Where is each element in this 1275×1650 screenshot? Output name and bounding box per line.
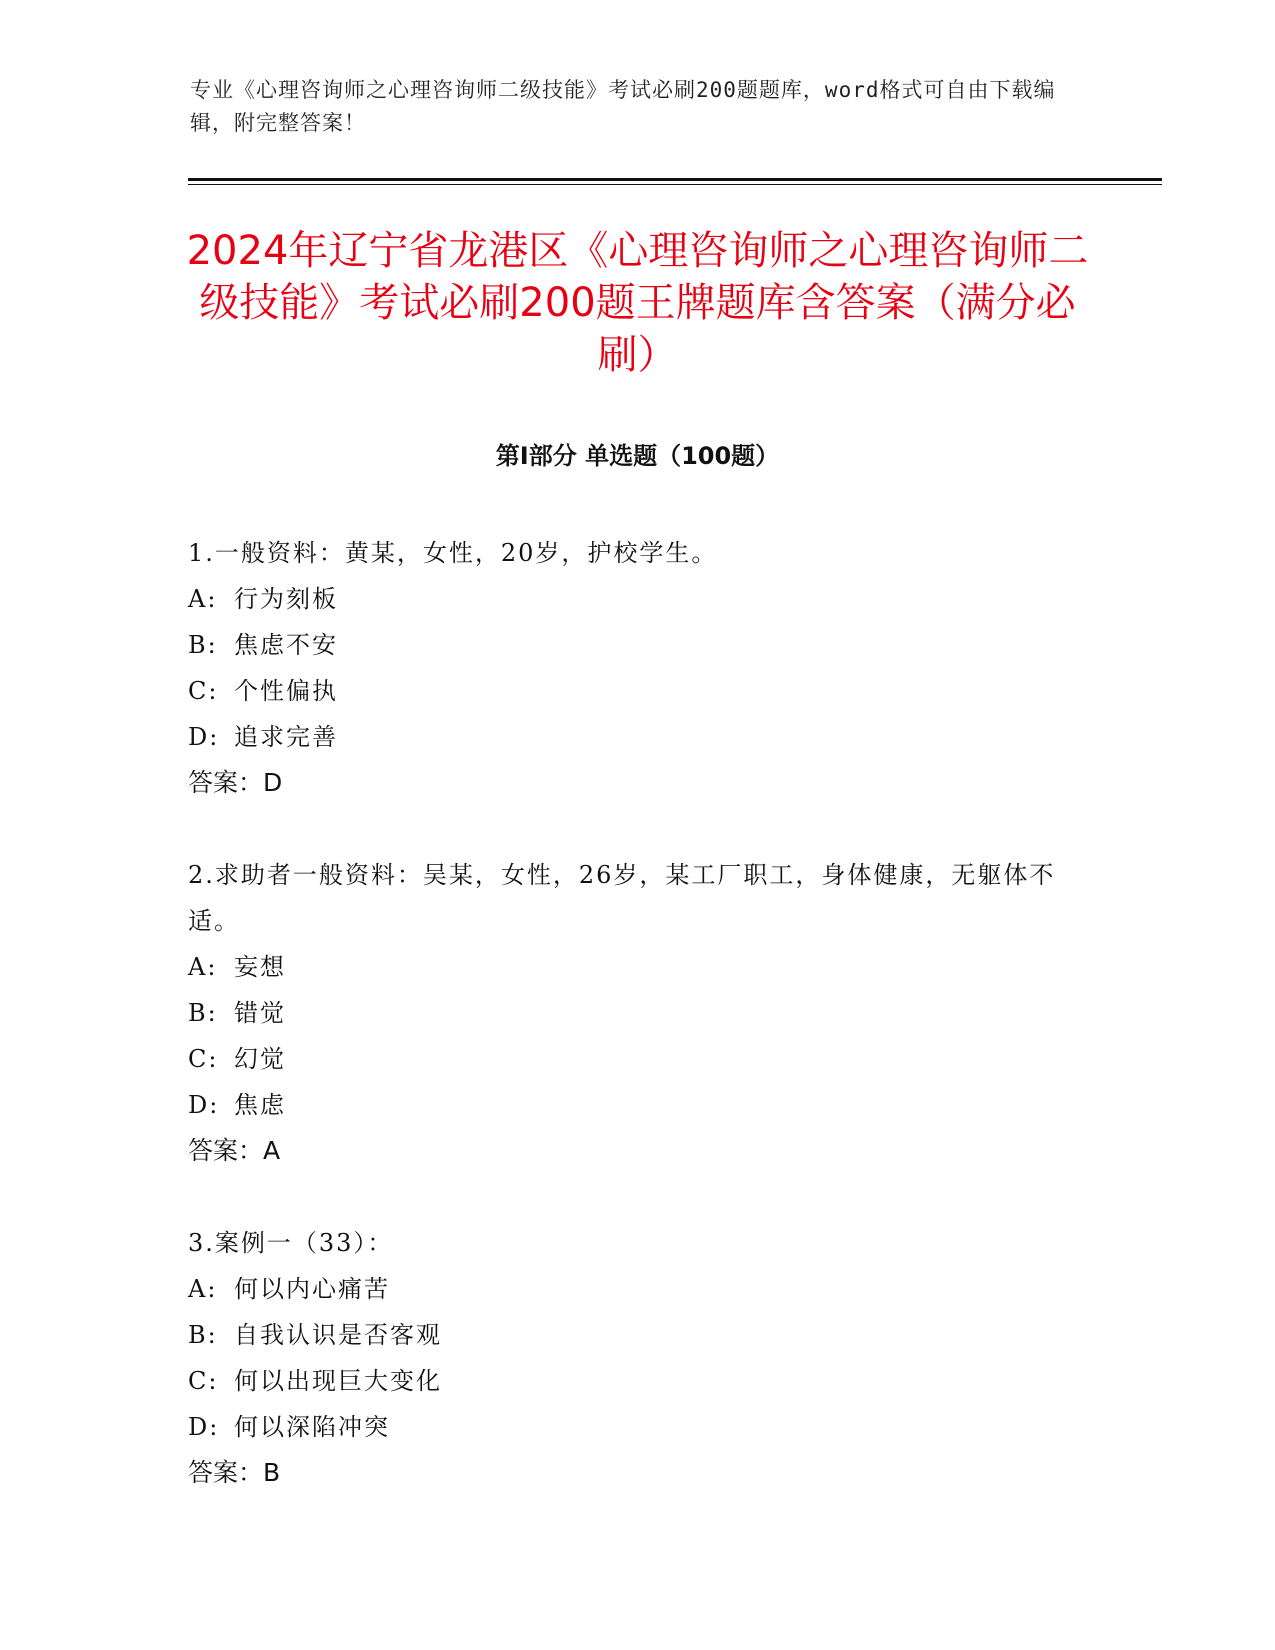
option-text: 何以内心痛苦	[234, 1275, 390, 1303]
question-option	[188, 1036, 1068, 1082]
option-text: 焦虑	[234, 1091, 286, 1119]
question-stem: 3.案例一（33）：	[188, 1229, 394, 1257]
question-item	[188, 530, 1068, 806]
option-key: C:	[188, 1045, 219, 1073]
question-option	[188, 944, 1068, 990]
option-key: B:	[188, 631, 218, 659]
question-stem: 1.一般资料：黄某，女性，20岁，护校学生。	[188, 539, 718, 567]
option-text: 妄想	[234, 953, 286, 981]
question-option	[188, 622, 1068, 668]
option-text: 何以出现巨大变化	[234, 1367, 442, 1395]
question-option	[188, 1082, 1068, 1128]
option-text: 个性偏执	[234, 677, 338, 705]
header-divider-thin	[188, 184, 1162, 185]
header-divider-thick	[188, 178, 1162, 181]
question-spacer	[188, 806, 1068, 852]
option-text: 行为刻板	[234, 585, 338, 613]
option-key: D:	[188, 723, 220, 751]
question-answer: 答案：B	[188, 1458, 281, 1487]
option-text: 错觉	[234, 999, 286, 1027]
question-spacer	[188, 1174, 1068, 1220]
header-note: 专业《心理咨询师之心理咨询师二级技能》考试必刷200题题库，word格式可自由下载编辑，附完整答案！	[190, 78, 1056, 135]
question-item	[188, 1220, 1068, 1496]
option-text: 焦虑不安	[234, 631, 338, 659]
option-key: C:	[188, 1367, 219, 1395]
option-key: D:	[188, 1091, 220, 1119]
question-option	[188, 714, 1068, 760]
option-key: B:	[188, 999, 218, 1027]
question-stem: 2.求助者一般资料：吴某，女性，26岁，某工厂职工，身体健康，无躯体不适。	[188, 861, 1056, 935]
option-text: 自我认识是否客观	[234, 1321, 442, 1349]
option-text: 幻觉	[234, 1045, 286, 1073]
section-title: 第Ⅰ部分 单选题（100题）	[495, 442, 780, 470]
question-option	[188, 1358, 1068, 1404]
question-answer: 答案：D	[188, 768, 283, 797]
question-option	[188, 990, 1068, 1036]
question-option	[188, 1404, 1068, 1450]
option-key: B:	[188, 1321, 218, 1349]
question-option	[188, 576, 1068, 622]
option-key: A:	[188, 585, 218, 613]
option-key: D:	[188, 1413, 220, 1441]
document-title: 2024年辽宁省龙港区《心理咨询师之心理咨询师二级技能》考试必刷200题王牌题库含答案（满分必刷）	[186, 228, 1089, 378]
question-option	[188, 1312, 1068, 1358]
option-text: 追求完善	[234, 723, 338, 751]
option-key: C:	[188, 677, 219, 705]
question-option	[188, 668, 1068, 714]
option-key: A:	[188, 953, 218, 981]
option-text: 何以深陷冲突	[234, 1413, 390, 1441]
question-list	[188, 530, 1068, 1496]
question-answer: 答案：A	[188, 1136, 281, 1165]
question-item	[188, 852, 1068, 1174]
question-option	[188, 1266, 1068, 1312]
option-key: A:	[188, 1275, 218, 1303]
